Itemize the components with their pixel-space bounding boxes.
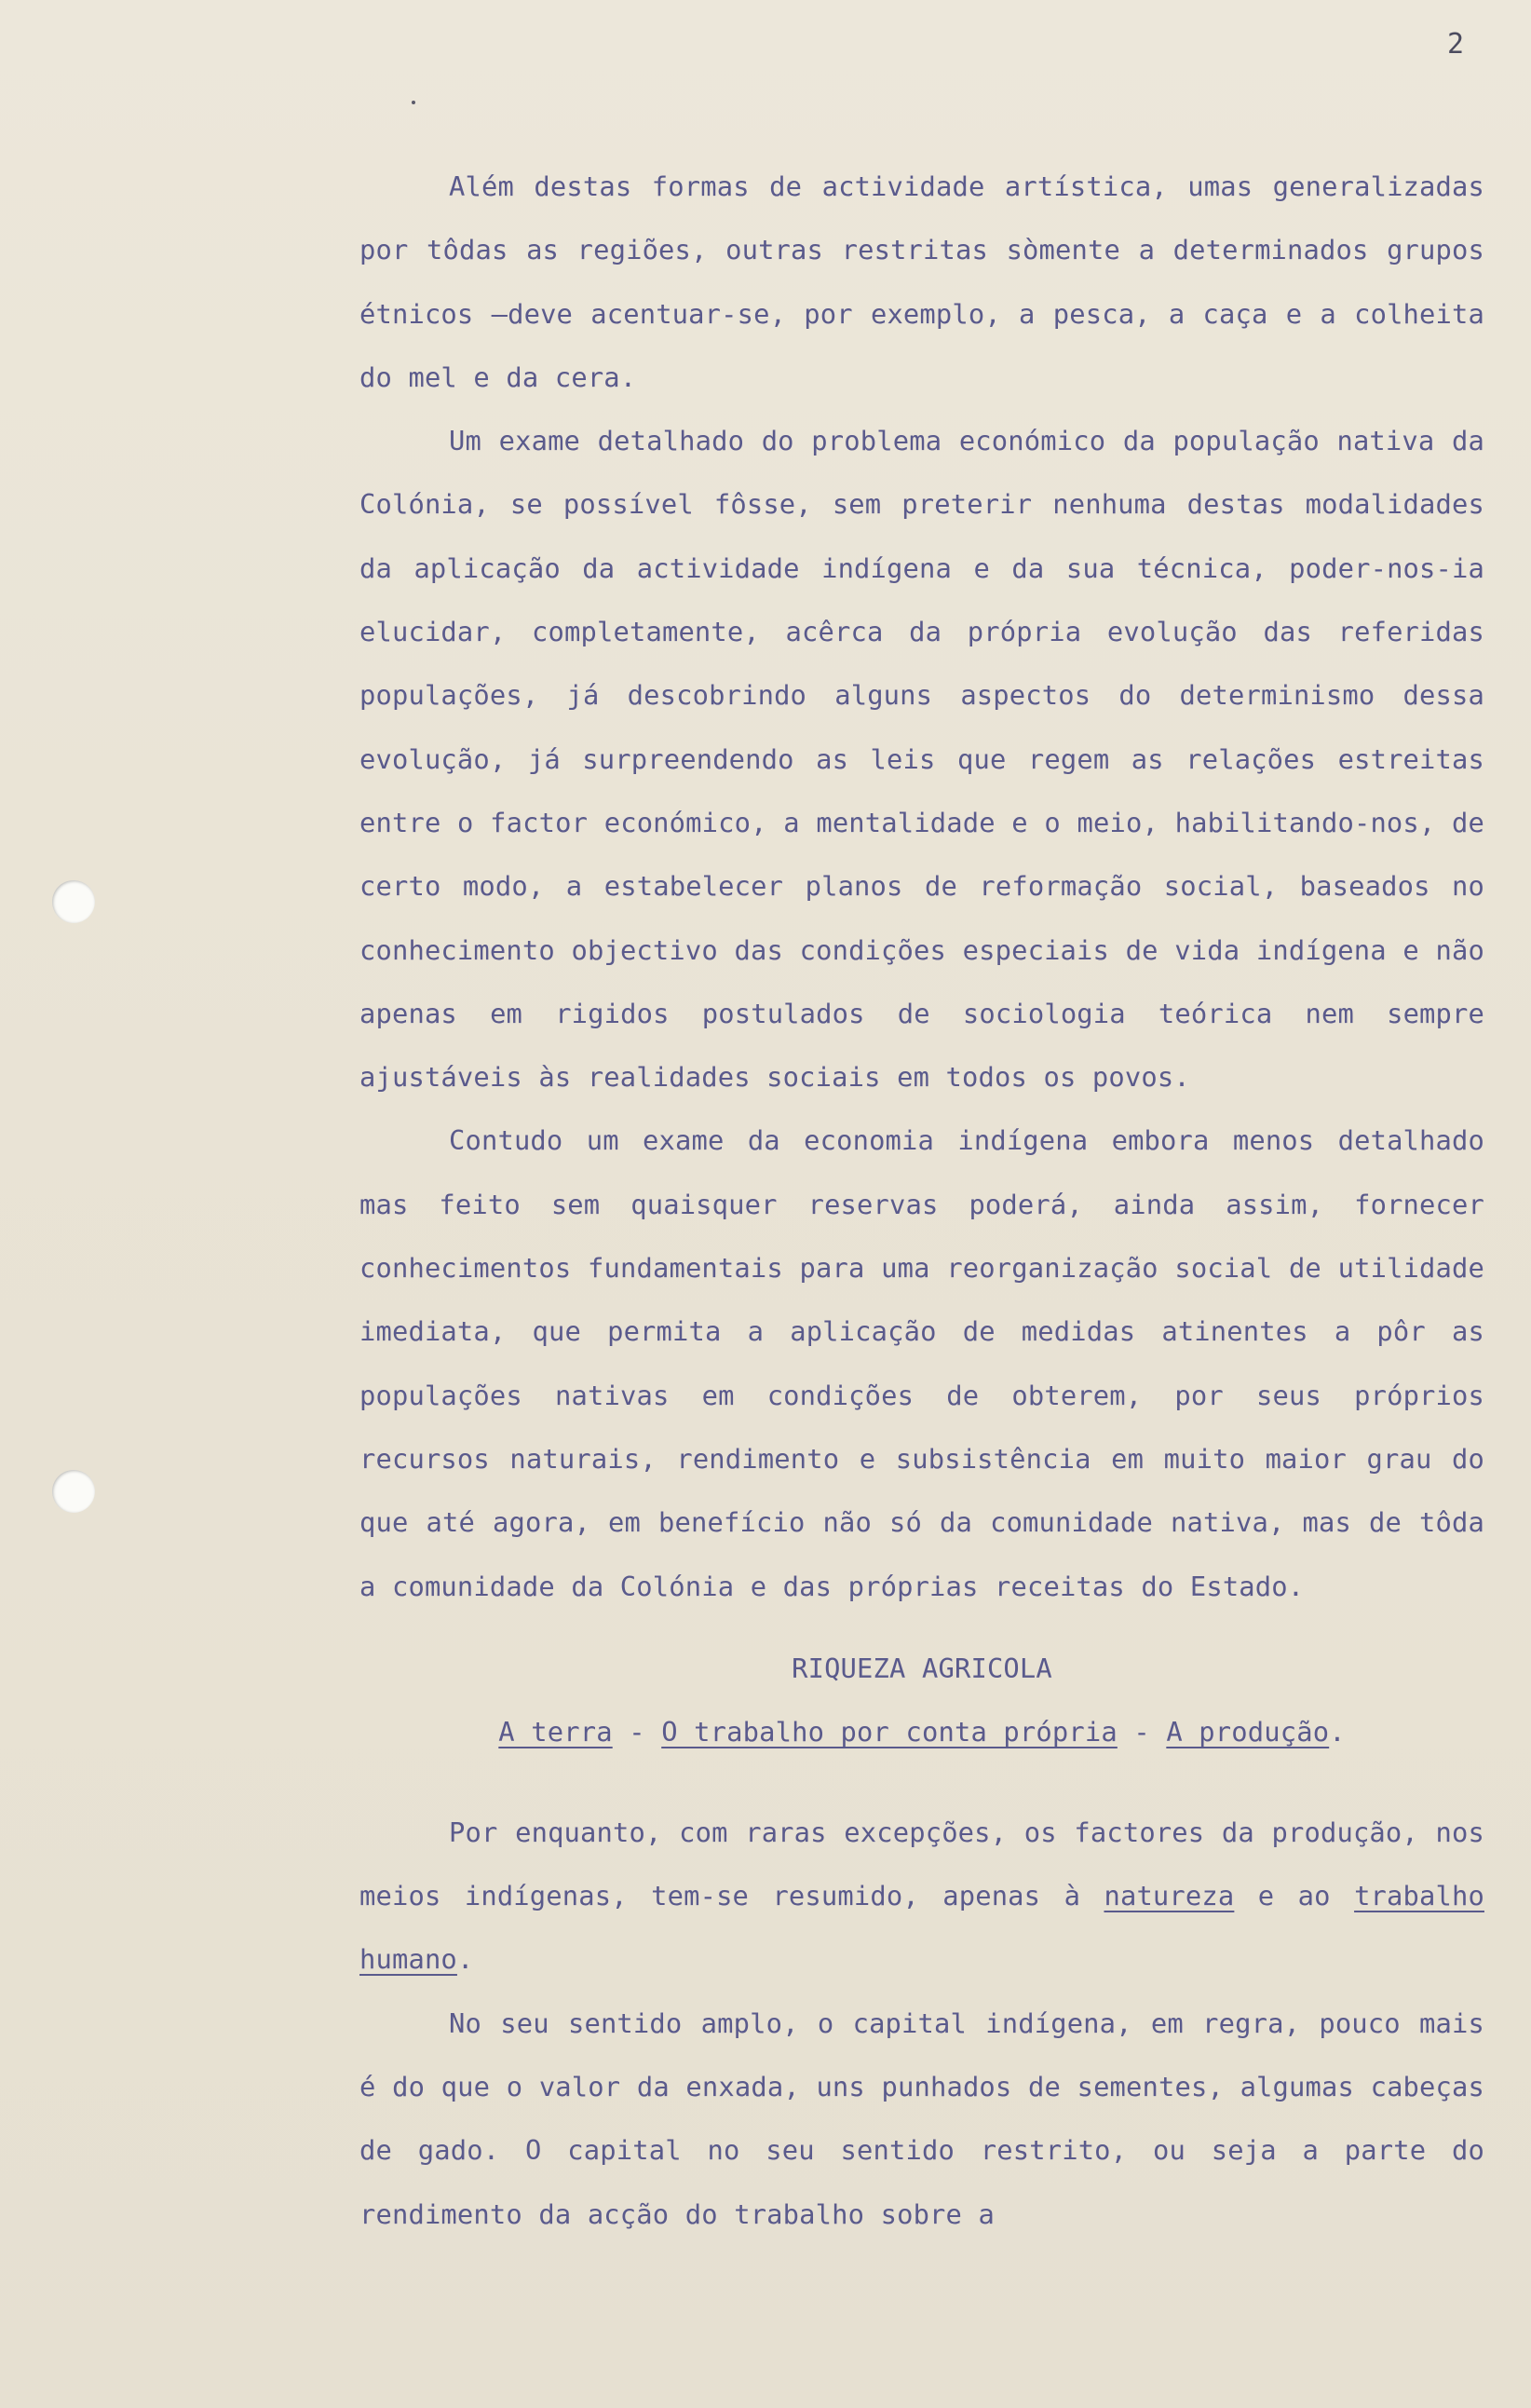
paragraph-2: Um exame detalhado do problema económico da população nativa da Colónia, se possível fôsse, sem preterir nenhuma destas modalidades da aplicação da actividade indígena e da sua técnica, poder-nos-ia elucidar, completamente, acêrca da própria evolução das referidas populações, já descobrindo alguns aspectos do determinismo dessa evolução, já surpreendendo as leis que regem as relações estreitas entre o factor económico, a mentalidade e o meio, habilitando-nos, de certo modo, a estabelecer planos de reformação social, baseados no conhecimento objectivo das condições especiais de vida indígena e não apenas em rigidos postulados de sociologia teórica nem sempre ajustáveis às realidades sociais em todos os povos. (359, 425, 1484, 1094)
paragraph-4-end: . (456, 1943, 474, 1976)
paragraph-1: Além destas formas de actividade artística, umas generalizadas por tôdas as regiões, outras restritas sòmente a determinados grupos étnicos —deve acentuar-se, por exemplo, a pesca, a caça e a colheita do mel e da cera. (359, 170, 1484, 393)
ink-speck (412, 101, 415, 104)
paragraph-3: Contudo um exame da economia indígena embora menos detalhado mas feito sem quaisquer reservas poderá, ainda assim, fornecer conhecimentos fundamentais para uma reorganização social de utilidade imediata, que permita a aplicação de medidas atinentes a pôr as populações nativas em condições de obterem, por seus próprios recursos naturais, rendimento e subsistência em muito maior grau do que até agora, em benefício não só da comunidade nativa, mas de tôda a comunidade da Colónia e das próprias receitas do Estado. (359, 1124, 1484, 1602)
subtitle-part-terra: A terra (498, 1715, 613, 1748)
section-gap (359, 1763, 1484, 1801)
typed-text-body (359, 155, 1484, 2246)
section-heading (359, 1637, 1484, 1763)
paragraph-4-joiner: e ao (1257, 1880, 1331, 1912)
punch-hole-bottom (52, 1470, 95, 1513)
word-trabalho-humano: trabalho humano (359, 1880, 1484, 1976)
section-title: RIQUEZA AGRICOLA (792, 1652, 1052, 1684)
paragraph-5: No seu sentido amplo, o capital indígena, em regra, pouco mais é do que o valor da enxada, uns punhados de sementes, algumas cabeças de gado. O capital no seu sentido restrito, ou seja a parte do rendimento da acção do trabalho sobre a (359, 2007, 1484, 2230)
paragraph-4 (359, 1801, 1484, 1992)
subtitle-part-producao: A produção (1166, 1715, 1330, 1748)
punch-hole-top (52, 880, 95, 923)
section-subtitle (359, 1700, 1484, 1763)
subtitle-part-trabalho: O trabalho por conta própria (661, 1715, 1118, 1748)
paragraph-4-text: Por enquanto, com raras excepções, os factores da produção, nos meios indígenas, tem-se resumido, apenas à (359, 1816, 1484, 1912)
word-natureza: natureza (1104, 1880, 1235, 1912)
subtitle-separator-2: - (1117, 1715, 1167, 1748)
subtitle-end: . (1329, 1715, 1346, 1748)
subtitle-separator-1: - (612, 1715, 662, 1748)
page-number: 2 (1446, 28, 1464, 61)
